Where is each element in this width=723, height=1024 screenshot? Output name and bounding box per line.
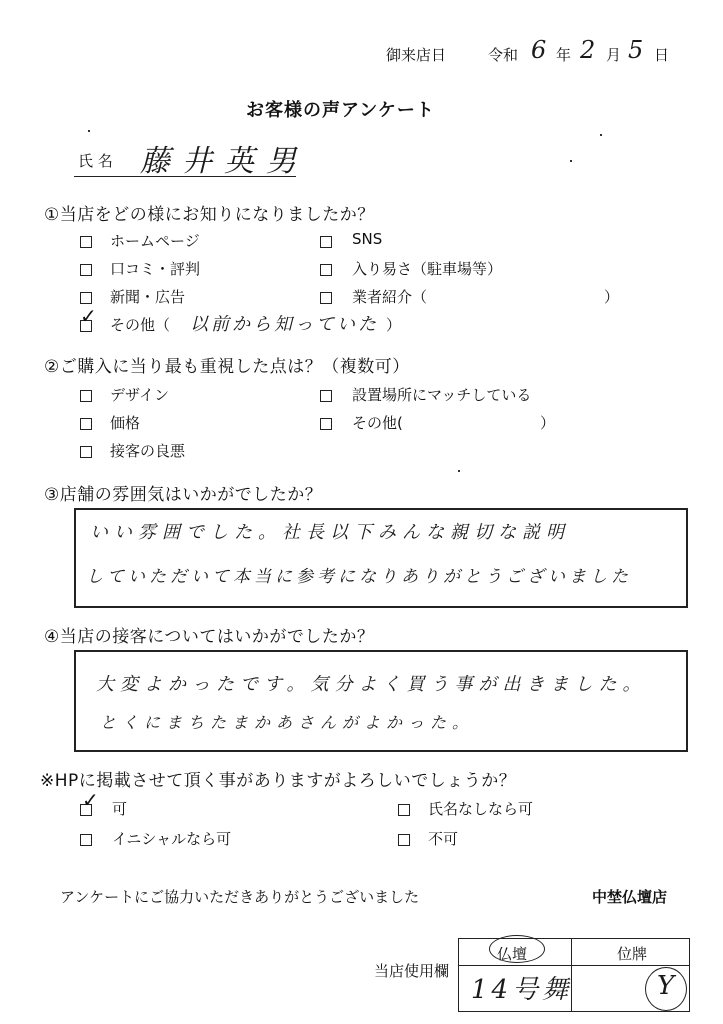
table-header-divider (459, 965, 689, 966)
option-homepage: ホームページ (110, 232, 200, 250)
checkbox-referral[interactable] (320, 292, 332, 304)
checkbox-sns[interactable] (320, 236, 332, 248)
question-4: ④当店の接客についてはいかがでしたか？ (44, 627, 375, 647)
option-design: デザイン (110, 386, 169, 404)
checkbox-newspaper[interactable] (80, 292, 92, 304)
q4-answer-box[interactable] (74, 650, 688, 752)
visit-date-label: 御来店日 (386, 46, 447, 64)
q3-answer-box[interactable] (74, 508, 688, 608)
check-mark-icon: ✓ (82, 788, 99, 812)
hp-question: ※HPに掲載させて頂く事がありますがよろしいでしょうか？ (40, 771, 517, 791)
checkbox-placement[interactable] (320, 390, 332, 402)
era-label: 令和 (488, 46, 519, 64)
month-unit: 月 (606, 46, 622, 64)
question-3: ③店舗の雰囲気はいかがでしたか？ (44, 485, 323, 505)
checkbox-hp-no[interactable] (398, 834, 410, 846)
scan-speck (570, 160, 572, 162)
option-referral: 業者紹介（ (352, 288, 428, 306)
year-unit: 年 (556, 46, 572, 64)
office-use-label: 当店使用欄 (374, 962, 450, 980)
scan-speck (458, 470, 460, 472)
option-hp-ok: 可 (112, 800, 128, 818)
option-price: 価格 (110, 414, 141, 432)
office-value-butsudan: 14号舞 (471, 975, 573, 1005)
question-2: ②ご購入に当り最も重視した点は？（複数可） (44, 357, 410, 377)
office-use-table (458, 938, 690, 1012)
checkbox-hp-no-name[interactable] (398, 804, 410, 816)
check-mark-icon: ✓ (80, 304, 97, 328)
other-close-paren: ） (386, 316, 402, 334)
other-handwritten: 以前から知っていた (190, 314, 379, 335)
circle-mark (489, 935, 545, 963)
checkbox-price[interactable] (80, 418, 92, 430)
option-hp-no-name: 氏名なしなら可 (428, 800, 534, 818)
name-label: 氏 名 (78, 152, 113, 170)
checkbox-easy-access[interactable] (320, 264, 332, 276)
option-q2-other: その他( (352, 414, 403, 432)
q2-other-close-paren: ） (540, 414, 556, 432)
page-title: お客様の声アンケート (246, 100, 435, 121)
checkbox-hp-initials[interactable] (80, 834, 92, 846)
checkbox-homepage[interactable] (80, 236, 92, 248)
question-1: ①当店をどの様にお知りになりましたか？ (44, 205, 375, 225)
checkbox-design[interactable] (80, 390, 92, 402)
visit-month: 2 (580, 36, 599, 64)
option-newspaper: 新聞・広告 (110, 288, 186, 306)
option-sns: SNS (352, 230, 383, 248)
day-unit: 日 (654, 46, 670, 64)
q4-answer-line-2: とくにまちたまかあさんがよかった。 (100, 713, 475, 732)
thanks-message: アンケートにご協力いただきありがとうございました (60, 888, 420, 906)
name-underline (74, 176, 296, 177)
option-other: その他（ (110, 316, 171, 334)
scan-speck (88, 130, 90, 132)
checkbox-q2-other[interactable] (320, 418, 332, 430)
referral-close-paren: ） (604, 288, 620, 306)
option-hp-initials: イニシャルなら可 (112, 830, 232, 848)
option-hp-no: 不可 (428, 830, 459, 848)
checkbox-word-of-mouth[interactable] (80, 264, 92, 276)
option-placement: 設置場所にマッチしている (352, 386, 532, 404)
shop-name: 中埜仏壇店 (592, 888, 668, 906)
visit-day: 5 (628, 36, 647, 64)
option-service: 接客の良悪 (110, 442, 186, 460)
name-value: 藤井英男 (140, 144, 308, 179)
table-header-ihai: 位牌 (617, 945, 648, 963)
q3-answer-line-1: いい雰囲でした。社長以下みんな親切な説明 (90, 522, 570, 543)
office-value-ihai: Y (657, 971, 678, 1001)
q4-answer-line-1: 大変よかったです。気分よく買う事が出きました。 (96, 674, 647, 695)
checkbox-service[interactable] (80, 446, 92, 458)
scan-speck (600, 134, 602, 136)
table-header-butsudan: 仏壇 (497, 945, 528, 963)
option-easy-access: 入り易さ（駐車場等） (352, 260, 503, 278)
option-word-of-mouth: 口コミ・評判 (110, 260, 201, 278)
visit-year: 6 (531, 36, 550, 64)
q3-answer-line-2: していただいて本当に参考になりありがとうございました (86, 567, 632, 587)
